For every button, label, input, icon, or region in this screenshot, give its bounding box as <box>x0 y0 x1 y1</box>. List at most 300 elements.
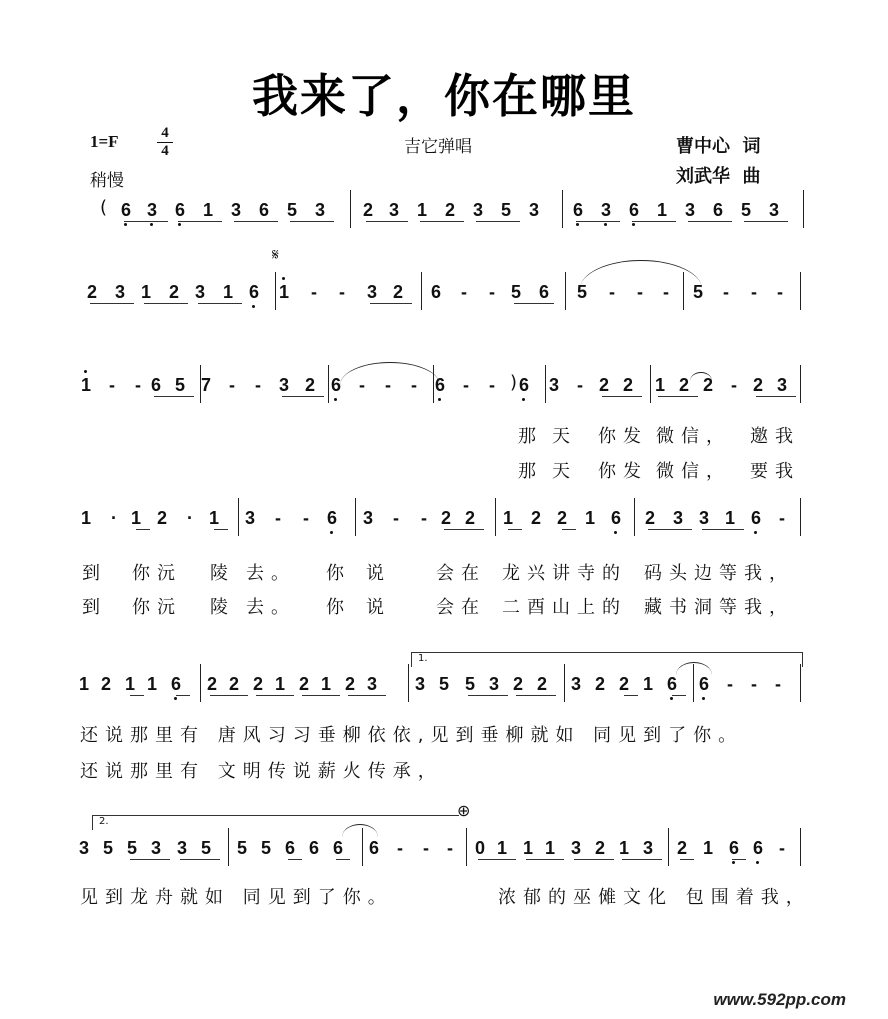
eighth-underline <box>90 303 134 304</box>
note <box>609 508 623 528</box>
note <box>361 200 375 220</box>
lyric-text: 还说那里有 唐风习习垂柳依依,见到垂柳就如 同见到了你。 <box>80 725 744 746</box>
lyric-text: 码头边等我， <box>644 563 794 584</box>
note <box>671 508 685 528</box>
note <box>677 375 691 395</box>
note <box>537 282 551 302</box>
dash-extension <box>299 508 313 528</box>
note-digit: - <box>663 282 669 302</box>
note-digit: 3 <box>684 200 695 220</box>
note <box>413 674 427 694</box>
note <box>415 200 429 220</box>
note <box>313 200 327 220</box>
close_paren-symbol: ) <box>510 372 518 393</box>
note-digit: 5 <box>236 838 247 858</box>
note-digit: 1 <box>124 674 135 694</box>
barline <box>228 828 229 866</box>
note <box>235 838 249 858</box>
tempo-marking: 稍慢 <box>90 171 124 191</box>
note <box>201 200 215 220</box>
note <box>529 508 543 528</box>
note <box>199 375 213 395</box>
note-digit: 2 <box>702 375 713 395</box>
note <box>77 674 91 694</box>
note <box>145 674 159 694</box>
note-digit: 2 <box>594 674 605 694</box>
note <box>711 200 725 220</box>
note-digit: · <box>187 508 193 528</box>
octave-up-dot <box>84 370 87 373</box>
note-digit: 1 <box>278 282 289 302</box>
time-signature-top: 4 <box>161 125 169 141</box>
lyric-text: 到 <box>82 563 107 584</box>
note-digit: 5 <box>576 282 587 302</box>
note <box>99 674 113 694</box>
note-digit: 1 <box>140 282 151 302</box>
note-digit: 2 <box>512 674 523 694</box>
barline <box>565 272 566 310</box>
barline <box>668 828 669 866</box>
key-signature: 1=F <box>90 132 119 151</box>
barline <box>328 365 329 403</box>
note <box>273 674 287 694</box>
note-digit: 1 <box>222 282 233 302</box>
note-digit: 6 <box>284 838 295 858</box>
note-digit: 1 <box>208 508 219 528</box>
note-digit: 2 <box>556 508 567 528</box>
barline <box>355 498 356 536</box>
note-digit: 2 <box>752 375 763 395</box>
lyric-text: 藏书洞等我， <box>644 597 794 618</box>
note-digit: 3 <box>528 200 539 220</box>
note <box>173 375 187 395</box>
note-digit: 2 <box>344 674 355 694</box>
barline <box>545 365 546 403</box>
note <box>331 838 345 858</box>
note-digit: - <box>775 674 781 694</box>
note-digit: 3 <box>146 200 157 220</box>
barline <box>803 190 804 228</box>
note-digit: 3 <box>548 375 559 395</box>
eighth-underline <box>256 695 294 696</box>
note-digit: - <box>779 838 785 858</box>
octave-down-dot <box>174 697 177 700</box>
note-digit: 1 <box>416 200 427 220</box>
note-digit: - <box>385 375 391 395</box>
note-digit: 1 <box>80 508 91 528</box>
note <box>277 375 291 395</box>
lyric-text: 陵 <box>210 597 235 618</box>
note-digit: 6 <box>430 282 441 302</box>
barline <box>800 828 801 866</box>
note <box>569 674 583 694</box>
octave-down-dot <box>522 398 525 401</box>
dash-extension <box>389 508 403 528</box>
note <box>501 508 515 528</box>
octave-down-dot <box>732 861 735 864</box>
note-digit: 6 <box>174 200 185 220</box>
note <box>643 508 657 528</box>
note-digit: 3 <box>488 674 499 694</box>
note-digit: 3 <box>388 200 399 220</box>
note-digit: 1 <box>642 674 653 694</box>
note <box>169 674 183 694</box>
note-digit: - <box>489 282 495 302</box>
dash-extension <box>775 838 789 858</box>
note <box>113 282 127 302</box>
note-digit: 0 <box>474 838 485 858</box>
note-digit: 1 <box>724 508 735 528</box>
eighth-underline <box>288 859 302 860</box>
octave-down-dot <box>632 223 635 226</box>
note-digit: 2 <box>676 838 687 858</box>
note <box>627 200 641 220</box>
eighth-underline <box>602 396 642 397</box>
note-digit: 3 <box>642 838 653 858</box>
note-digit: - <box>359 375 365 395</box>
eighth-underline <box>622 859 662 860</box>
note-digit: 3 <box>362 508 373 528</box>
note-digit: - <box>463 375 469 395</box>
note <box>221 282 235 302</box>
note <box>509 282 523 302</box>
note <box>701 838 715 858</box>
note <box>511 674 525 694</box>
eighth-underline <box>336 859 350 860</box>
barline <box>466 828 467 866</box>
lyric-text: 你 <box>326 563 351 584</box>
note <box>285 200 299 220</box>
note-digit: 2 <box>392 282 403 302</box>
slur-tie <box>340 362 440 385</box>
eighth-underline <box>576 221 620 222</box>
note-digit: 1 <box>130 508 141 528</box>
augmentation-dot <box>107 508 121 528</box>
note-digit: 2 <box>156 508 167 528</box>
lyric-text: 还说那里有 文明传说薪火传承， <box>80 761 443 782</box>
note <box>593 674 607 694</box>
note-digit: 6 <box>326 508 337 528</box>
octave-down-dot <box>576 223 579 226</box>
note <box>243 508 257 528</box>
note-digit: 2 <box>618 674 629 694</box>
note <box>167 282 181 302</box>
note <box>463 674 477 694</box>
note-digit: 3 <box>414 674 425 694</box>
eighth-underline <box>178 221 222 222</box>
note-digit: 1 <box>146 674 157 694</box>
note <box>365 282 379 302</box>
note-digit: 3 <box>278 375 289 395</box>
note <box>517 375 531 395</box>
eighth-underline <box>478 859 516 860</box>
note-digit: - <box>393 508 399 528</box>
note-digit: - <box>447 838 453 858</box>
dash-extension <box>485 282 499 302</box>
note-digit: 1 <box>202 200 213 220</box>
note-digit: 3 <box>176 838 187 858</box>
note-digit: 3 <box>78 838 89 858</box>
note <box>303 375 317 395</box>
lyric-text: 会在 <box>436 563 486 584</box>
eighth-underline <box>136 529 150 530</box>
note-digit: - <box>577 375 583 395</box>
note-digit: 2 <box>100 674 111 694</box>
note <box>175 838 189 858</box>
note <box>593 838 607 858</box>
eighth-underline <box>214 529 228 530</box>
lyric-text: 微信， <box>656 426 731 447</box>
note <box>277 282 291 302</box>
note <box>307 838 321 858</box>
note-digit: 6 <box>750 508 761 528</box>
eighth-underline <box>648 529 692 530</box>
note <box>123 674 137 694</box>
note <box>683 200 697 220</box>
note-digit: 3 <box>314 200 325 220</box>
dash-extension <box>773 282 787 302</box>
note <box>775 375 789 395</box>
eighth-underline <box>702 529 744 530</box>
note <box>367 838 381 858</box>
note <box>463 508 477 528</box>
lyric-text: 邀我 <box>750 426 800 447</box>
dash-extension <box>775 508 789 528</box>
lyric-text: 你发 <box>598 461 648 482</box>
note-digit: 6 <box>332 838 343 858</box>
eighth-underline <box>658 396 698 397</box>
lyric-text: 陵 <box>210 563 235 584</box>
dash-extension <box>457 282 471 302</box>
note-digit: 2 <box>598 375 609 395</box>
note-digit: - <box>255 375 261 395</box>
lyric-text: 你发 <box>598 426 648 447</box>
barline <box>421 272 422 310</box>
note <box>205 674 219 694</box>
lyric-text: 浓郁的巫傩文化 包围着我， <box>498 887 811 908</box>
note-digit: 6 <box>170 674 181 694</box>
lyric-text: 你 <box>326 597 351 618</box>
note-digit: - <box>777 282 783 302</box>
lyric-text: 去。 <box>246 563 296 584</box>
note <box>429 282 443 302</box>
eighth-underline <box>508 529 522 530</box>
note-digit: · <box>111 508 117 528</box>
note-digit: 2 <box>594 838 605 858</box>
note-digit: 5 <box>510 282 521 302</box>
lyric-text: 见到龙舟就如 同见到了你。 <box>80 887 393 908</box>
note-digit: 2 <box>530 508 541 528</box>
note-digit: - <box>339 282 345 302</box>
barline <box>238 498 239 536</box>
note <box>251 674 265 694</box>
dash-extension <box>747 282 761 302</box>
note-digit: 2 <box>644 508 655 528</box>
eighth-underline <box>468 695 508 696</box>
note-digit: 6 <box>572 200 583 220</box>
note-digit: - <box>461 282 467 302</box>
note <box>621 375 635 395</box>
note <box>727 838 741 858</box>
octave-down-dot <box>756 861 759 864</box>
note-digit: 6 <box>628 200 639 220</box>
note <box>229 200 243 220</box>
note-digit: - <box>275 508 281 528</box>
lyric-text: 说 <box>366 597 391 618</box>
note-digit: 3 <box>672 508 683 528</box>
slur-tie <box>690 372 712 381</box>
note <box>749 508 763 528</box>
note <box>751 375 765 395</box>
dash-extension <box>573 375 587 395</box>
note-digit: 1 <box>320 674 331 694</box>
note <box>571 200 585 220</box>
lyric-text: 天 <box>552 426 577 447</box>
note-digit: - <box>311 282 317 302</box>
segno-icon: 𝄋 <box>272 245 279 264</box>
note-digit: 1 <box>584 508 595 528</box>
note <box>283 838 297 858</box>
eighth-underline <box>348 695 386 696</box>
note-digit: 6 <box>120 200 131 220</box>
note <box>617 838 631 858</box>
lyric-text: 会在 <box>436 597 486 618</box>
lyric-text: 龙兴讲寺的 <box>502 563 627 584</box>
note <box>665 674 679 694</box>
note-digit: - <box>303 508 309 528</box>
eighth-underline <box>624 695 638 696</box>
dash-extension <box>485 375 499 395</box>
note <box>79 375 93 395</box>
note <box>145 200 159 220</box>
note <box>495 838 509 858</box>
note-digit: 2 <box>464 508 475 528</box>
note <box>527 200 541 220</box>
eighth-underline <box>420 221 464 222</box>
note-digit: 1 <box>654 375 665 395</box>
note-digit: 2 <box>252 674 263 694</box>
note-digit: 1 <box>78 674 89 694</box>
note-digit: 2 <box>678 375 689 395</box>
note-digit: - <box>751 282 757 302</box>
barline <box>350 190 351 228</box>
barline <box>562 190 563 228</box>
barline <box>800 365 801 403</box>
eighth-underline <box>198 303 242 304</box>
dash-extension <box>747 674 761 694</box>
note-digit: 6 <box>698 674 709 694</box>
octave-down-dot <box>124 223 127 226</box>
eighth-underline <box>234 221 278 222</box>
note-digit: 6 <box>728 838 739 858</box>
eighth-underline <box>756 396 796 397</box>
note-digit: 6 <box>518 375 529 395</box>
note-digit: 6 <box>368 838 379 858</box>
note-digit: - <box>731 375 737 395</box>
note-digit: 2 <box>622 375 633 395</box>
octave-up-dot <box>282 277 285 280</box>
note <box>439 508 453 528</box>
note <box>129 508 143 528</box>
note <box>101 838 115 858</box>
note-digit: 3 <box>244 508 255 528</box>
note-digit: - <box>423 838 429 858</box>
volta-label: 2. <box>99 816 109 827</box>
note-digit: 7 <box>200 375 211 395</box>
note-digit: 3 <box>776 375 787 395</box>
note <box>555 508 569 528</box>
note-digit: 3 <box>194 282 205 302</box>
note <box>207 508 221 528</box>
note-digit: 1 <box>274 674 285 694</box>
eighth-underline <box>516 695 556 696</box>
note-digit: 3 <box>114 282 125 302</box>
note-digit: 5 <box>200 838 211 858</box>
note-digit: 2 <box>228 674 239 694</box>
volta-bracket <box>92 815 459 830</box>
note <box>437 674 451 694</box>
barline <box>200 664 201 702</box>
octave-down-dot <box>614 531 617 534</box>
note-digit: 2 <box>440 508 451 528</box>
note-digit: - <box>779 508 785 528</box>
note <box>543 838 557 858</box>
note <box>641 674 655 694</box>
eighth-underline <box>130 859 170 860</box>
eighth-underline <box>744 221 788 222</box>
eighth-underline <box>282 396 324 397</box>
note <box>247 282 261 302</box>
note-digit: 6 <box>258 200 269 220</box>
dash-extension <box>335 282 349 302</box>
note <box>149 838 163 858</box>
barline <box>495 498 496 536</box>
note-digit: 5 <box>260 838 271 858</box>
eighth-underline <box>210 695 248 696</box>
barline <box>408 664 409 702</box>
dash-extension <box>251 375 265 395</box>
lyric-text: 天 <box>552 461 577 482</box>
note <box>319 674 333 694</box>
barline <box>800 272 801 310</box>
eighth-underline <box>302 695 340 696</box>
dash-extension <box>417 508 431 528</box>
eighth-underline <box>176 695 190 696</box>
volta-label: 1. <box>418 653 428 664</box>
eighth-underline <box>180 859 220 860</box>
note-digit: - <box>489 375 495 395</box>
eighth-underline <box>124 221 168 222</box>
barline <box>634 498 635 536</box>
dash-extension <box>225 375 239 395</box>
note <box>139 282 153 302</box>
lyricist-credit: 曹中心 词 <box>676 136 761 157</box>
note-digit: 3 <box>570 838 581 858</box>
note-digit: - <box>229 375 235 395</box>
note <box>391 282 405 302</box>
augmentation-dot <box>183 508 197 528</box>
note-digit: 6 <box>308 838 319 858</box>
note-digit: - <box>723 282 729 302</box>
note-digit: 6 <box>538 282 549 302</box>
note <box>547 375 561 395</box>
note <box>521 838 535 858</box>
eighth-underline <box>154 396 194 397</box>
octave-down-dot <box>150 223 153 226</box>
note <box>79 508 93 528</box>
note-digit: - <box>109 375 115 395</box>
slur-tie <box>580 260 702 289</box>
